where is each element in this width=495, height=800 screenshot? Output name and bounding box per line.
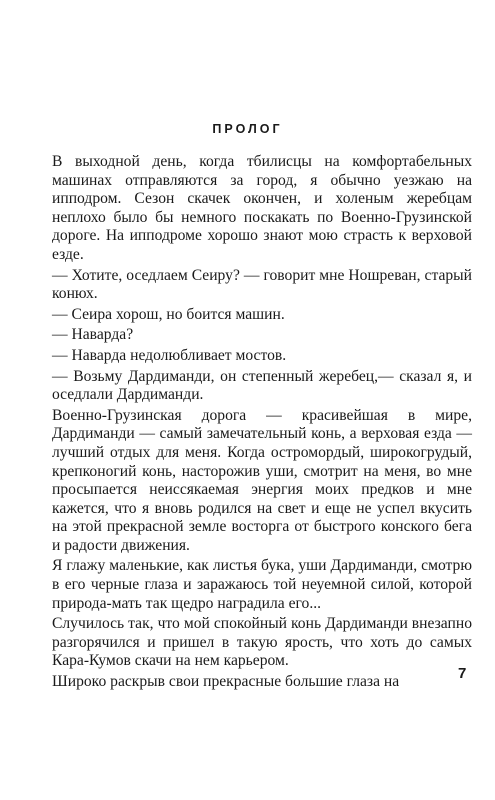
paragraph: Военно-Грузинская дорога — красивейшая в мире, Дардиманди — самый замечательный конь, а верховая езда — лучший отдых для меня. Когда остромордый, широкогрудый, крепконогий конь, насторожив уши, смотрит на меня, во мне просыпается неиссякаемая энергия моих предков и мне кажется, что я вновь родился на свет и еще не успел вкусить на этой прекрасной земле восторга от быстрого конского бега и радости движения. — [52, 406, 472, 554]
paragraph: Я глажу маленькие, как листья бука, уши Дардиманди, смотрю в его черные глаза и заражаюсь той неуемной силой, которой природа-мать так щедро наградила его... — [52, 557, 472, 612]
chapter-title: ПРОЛОГ — [212, 122, 283, 136]
paragraph: В выходной день, когда тбилисцы на комфортабельных машинах отправляются за город, я обычно уезжаю на ипподром. Сезон скачек окончен, и холеным жеребцам неплохо было бы немного поскакать по Военно-Грузинской дороге. На ипподроме хорошо знают мою страсть к верховой езде. — [52, 153, 472, 263]
paragraph: Случилось так, что мой спокойный конь Дардиманди внезапно разгорячился и пришел в такую ярость, что хоть до самых Кара-Кумов скачи на нем карьером. — [52, 615, 472, 670]
paragraph: — Возьму Дардиманди, он степенный жеребец,— сказал я, и оседлали Дардиманди. — [52, 367, 472, 404]
page-number: 7 — [458, 665, 467, 682]
page-body — [52, 153, 472, 694]
paragraph: — Сеира хорош, но боится машин. — [52, 305, 285, 323]
paragraph: — Наварда? — [52, 326, 134, 344]
paragraph: — Наварда недолюбливает мостов. — [52, 346, 287, 364]
paragraph: Широко раскрыв свои прекрасные большие глаза на — [52, 673, 400, 691]
paragraph: — Хотите, оседлаем Сеиру? — говорит мне Ношреван, старый конюх. — [52, 266, 472, 303]
